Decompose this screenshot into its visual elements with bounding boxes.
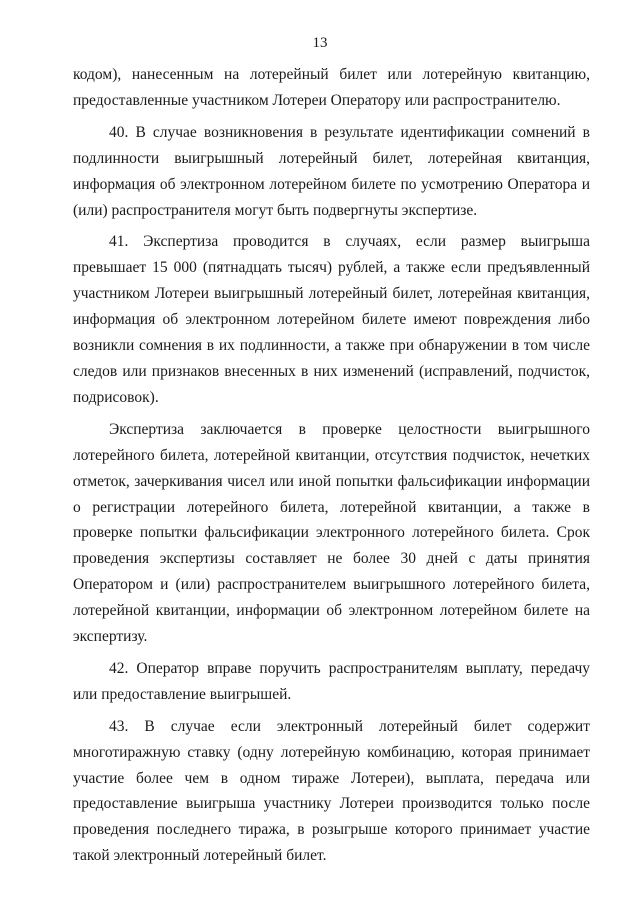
paragraph-42: 42. Оператор вправе поручить распространителям выплату, передачу или предоставление выигрышей. (73, 659, 590, 703)
paragraph-43: 43. В случае если электронный лотерейный билет содержит многотиражную ставку (одну лотерейную комбинацию, которая принимает участие более чем в одном тираже Лотереи), выплата, передача или предоставление выигрыша участнику Лотереи производится только после проведения последнего тиража, в розыгрыше которого принимает участие такой электронный лотерейный билет. (73, 717, 590, 865)
paragraph-41: 41. Экспертиза проводится в случаях, если размер выигрыша превышает 15 000 (пятнадцать тысяч) рублей, а также если предъявленный участником Лотереи выигрышный лотерейный билет, лотерейная квитанция, информация об электронном лотерейном билете имеют повреждения либо возникли сомнения в их подлинности, а также при обнаружении в том числе следов или признаков внесенных в них изменений (исправлений, подчисток, подрисовок). (73, 233, 590, 406)
paragraph-expertise: Экспертиза заключается в проверке целостности выигрышного лотерейного билета, лотерейной квитанции, отсутствия подчисток, нечетких отметок, зачеркивания чисел или иной попытки фальсификации информации о регистрации лотерейного билета, лотерейной квитанции, а также в проверке попытки фальсификации электронного лотерейного билета. Срок проведения экспертизы составляет не более 30 дней с даты принятия Оператором и (или) распространителем выигрышного лотерейного билета, лотерейной квитанции, информации об электронном лотерейном билете на экспертизу. (73, 420, 590, 646)
paragraph-continuation: кодом), нанесенным на лотерейный билет или лотерейную квитанцию, предоставленные участником Лотереи Оператору или распространителю. (73, 66, 590, 109)
document-body (73, 62, 590, 869)
page-number: 13 (312, 35, 328, 51)
paragraph-40: 40. В случае возникновения в результате идентификации сомнений в подлинности выигрышный лотерейный билет, лотерейная квитанция, информация об электронном лотерейном билете по усмотрению Оператора и (или) распространителя могут быть подвергнуты экспертизе. (73, 123, 590, 219)
